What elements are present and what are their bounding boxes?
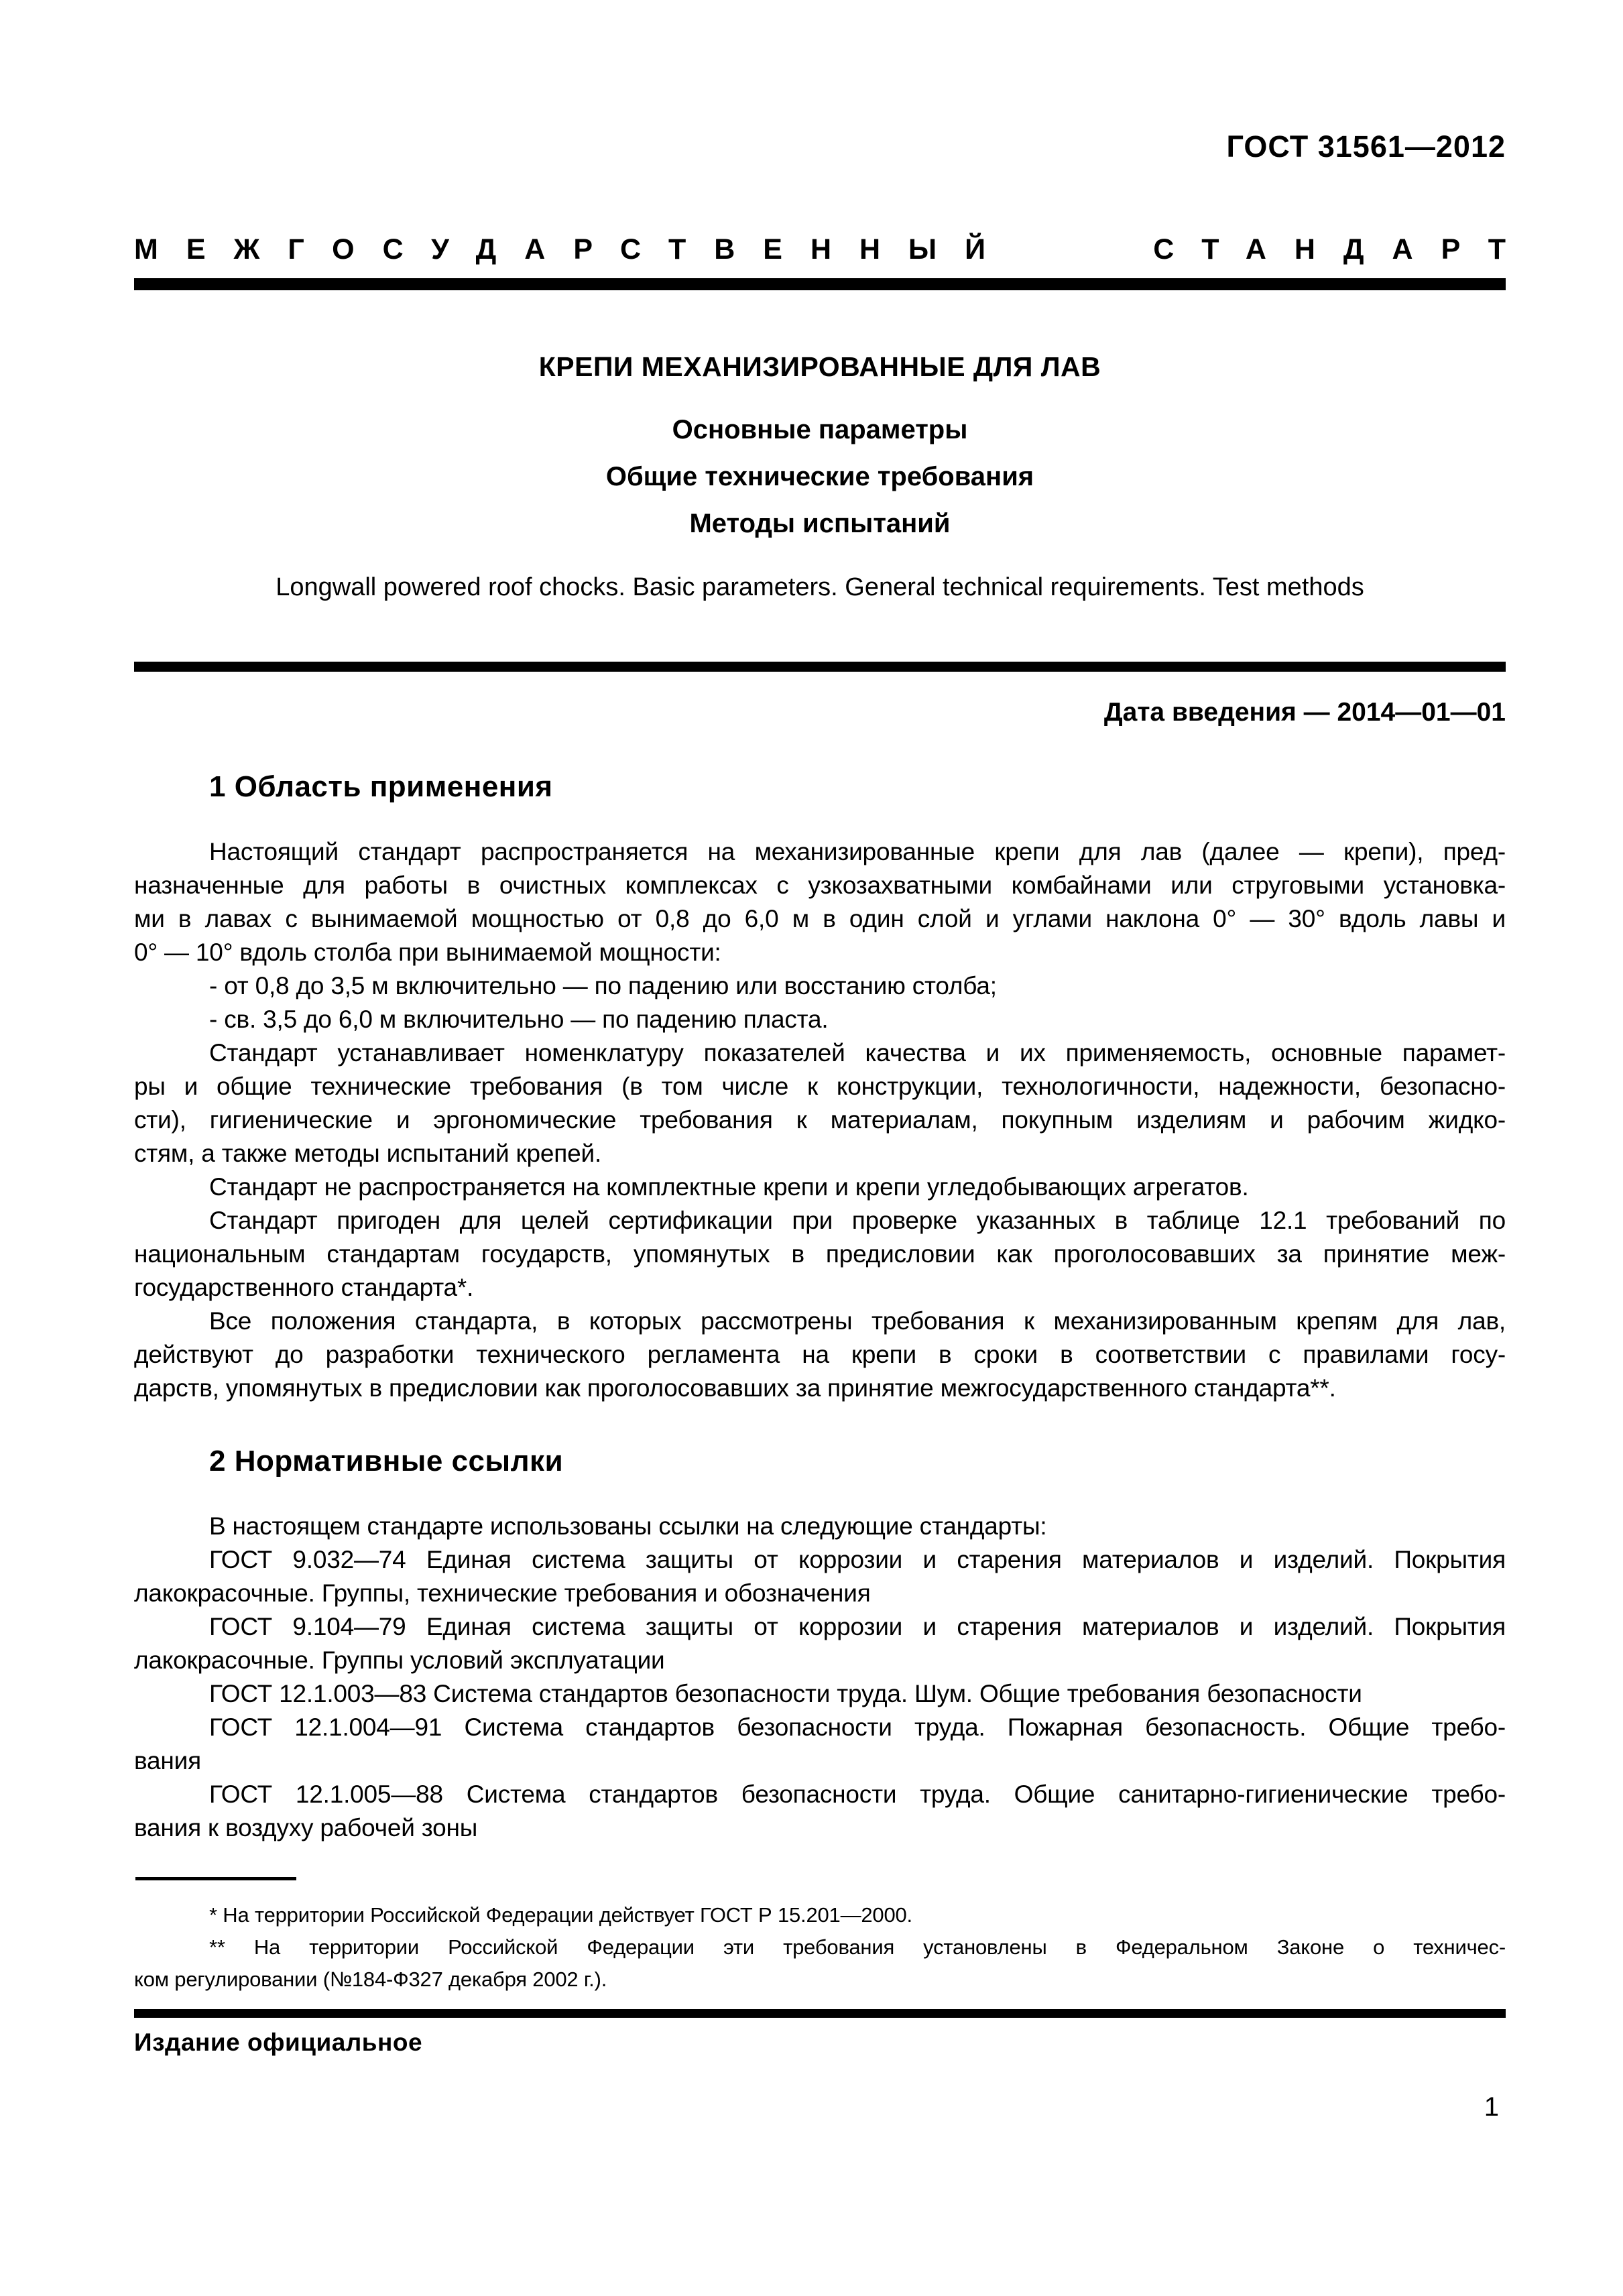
document-number: ГОСТ 31561—2012 (1226, 129, 1506, 164)
section-1 (134, 768, 1506, 1405)
text-line: Все положения стандарта, в которых рассмотрены требования к механизированным крепям для лав, (209, 1307, 1506, 1335)
text-line: вания (134, 1747, 201, 1774)
text-line: ми в лавах с вынимаемой мощностью от 0,8 до 6,0 м в один слой и углами наклона 0° — 30° вдоль лавы и (134, 905, 1506, 932)
paragraph (134, 1003, 1506, 1036)
text-line: ком регулировании (№184-Ф327 декабря 2002 г.). (134, 1968, 607, 1991)
footnotes (134, 1899, 1506, 1996)
paragraph (134, 1931, 1506, 1996)
sections-container (134, 768, 1506, 1845)
text-line: - от 0,8 до 3,5 м включительно — по падению или восстанию столба; (209, 972, 997, 1000)
document-title-ru: КРЕПИ МЕХАНИЗИРОВАННЫЕ ДЛЯ ЛАВ (538, 351, 1101, 382)
text-line: ГОСТ 9.104—79 Единая система защиты от коррозии и старения материалов и изделий. Покрытия (209, 1613, 1506, 1640)
text-line: лакокрасочные. Группы условий эксплуатации (134, 1646, 665, 1674)
section-heading: 2 Нормативные ссылки (209, 1445, 564, 1477)
document-subtitle-1: Основные параметры (672, 415, 968, 444)
text-line: сти), гигиенические и эргономические требования к материалам, покупным изделиям и рабочим жидко- (134, 1106, 1506, 1134)
paragraph (134, 1610, 1506, 1677)
document-subtitle-3: Методы испытаний (689, 509, 951, 538)
heavy-rule-middle (134, 662, 1506, 672)
text-line: ры и общие технические требования (в том числе к конструкции, технологичности, надежности, безопасно- (134, 1073, 1506, 1100)
effective-date: Дата введения — 2014—01—01 (1103, 698, 1506, 727)
standard-type-banner (134, 230, 1534, 269)
paragraph (134, 1543, 1506, 1610)
text-line: стям, а также методы испытаний крепей. (134, 1140, 602, 1167)
text-line: Стандарт не распространяется на комплектные крепи и крепи угледобывающих агрегатов. (209, 1173, 1249, 1201)
paragraph (134, 1778, 1506, 1845)
paragraph (134, 1677, 1506, 1711)
paragraph (134, 1510, 1506, 1543)
page-content (134, 0, 1534, 2122)
heavy-rule-top (134, 278, 1506, 290)
text-line: ГОСТ 12.1.004—91 Система стандартов безопасности труда. Пожарная безопасность. Общие требо- (209, 1713, 1506, 1741)
paragraph (134, 1204, 1506, 1305)
text-line: ** На территории Российской Федерации эти требования установлены в Федеральном Законе о техничес- (209, 1935, 1506, 1959)
document-title-en: Longwall powered roof chocks. Basic parameters. General technical requirements. Test methods (276, 573, 1364, 601)
paragraph (134, 1170, 1506, 1204)
paragraph (134, 1899, 1506, 1931)
heavy-rule-bottom (134, 2009, 1506, 2018)
text-line: ГОСТ 9.032—74 Единая система защиты от коррозии и старения материалов и изделий. Покрытия (209, 1546, 1506, 1573)
edition-note: Издание официальное (134, 2029, 423, 2056)
paragraph (134, 969, 1506, 1003)
paragraph (134, 1711, 1506, 1778)
page-number: 1 (1484, 2092, 1499, 2122)
text-line: действуют до разработки технического регламента на крепи в сроки в соответствии с правилами госу- (134, 1341, 1506, 1368)
text-line: ГОСТ 12.1.003—83 Система стандартов безопасности труда. Шум. Общие требования безопасности (209, 1680, 1362, 1707)
text-line: Настоящий стандарт распространяется на механизированные крепи для лав (далее — крепи), пред- (209, 838, 1506, 865)
text-line: назначенные для работы в очистных комплексах с узкозахватными комбайнами или струговыми установка- (134, 871, 1506, 899)
text-line: В настоящем стандарте использованы ссылки на следующие стандарты: (209, 1512, 1047, 1540)
title-block (134, 349, 1506, 603)
text-line: государственного стандарта*. (134, 1274, 474, 1301)
text-line: вания к воздуху рабочей зоны (134, 1814, 478, 1841)
text-line: 0° — 10° вдоль столба при вынимаемой мощности: (134, 939, 721, 966)
text-line: дарств, упомянутых в предисловии как проголосовавших за принятие межгосударственного стандарта**. (134, 1374, 1336, 1402)
paragraph (134, 835, 1506, 969)
text-line: национальным стандартам государств, упомянутых в предисловии как проголосовавших за принятие меж- (134, 1240, 1506, 1268)
section-2 (134, 1443, 1506, 1845)
section-heading: 1 Область применения (209, 770, 553, 803)
text-line: ГОСТ 12.1.005—88 Система стандартов безопасности труда. Общие санитарно-гигиенические требо- (209, 1780, 1506, 1808)
banner-word-left: МЕЖГОСУДАРСТВЕННЫЙ (134, 233, 1014, 265)
banner-word-right: СТАНДАРТ (1153, 233, 1534, 265)
paragraph (134, 1305, 1506, 1405)
document-subtitle-2: Общие технические требования (605, 462, 1034, 491)
text-line: лакокрасочные. Группы, технические требования и обозначения (134, 1579, 871, 1607)
paragraph (134, 1036, 1506, 1170)
text-line: Стандарт пригоден для целей сертификации при проверке указанных в таблице 12.1 требований по (209, 1207, 1506, 1234)
text-line: - св. 3,5 до 6,0 м включительно — по падению пласта. (209, 1006, 829, 1033)
text-line: * На территории Российской Федерации действует ГОСТ Р 15.201—2000. (209, 1903, 912, 1927)
footnote-separator (135, 1877, 296, 1880)
text-line: Стандарт устанавливает номенклатуру показателей качества и их применяемость, основные парамет- (209, 1039, 1506, 1067)
